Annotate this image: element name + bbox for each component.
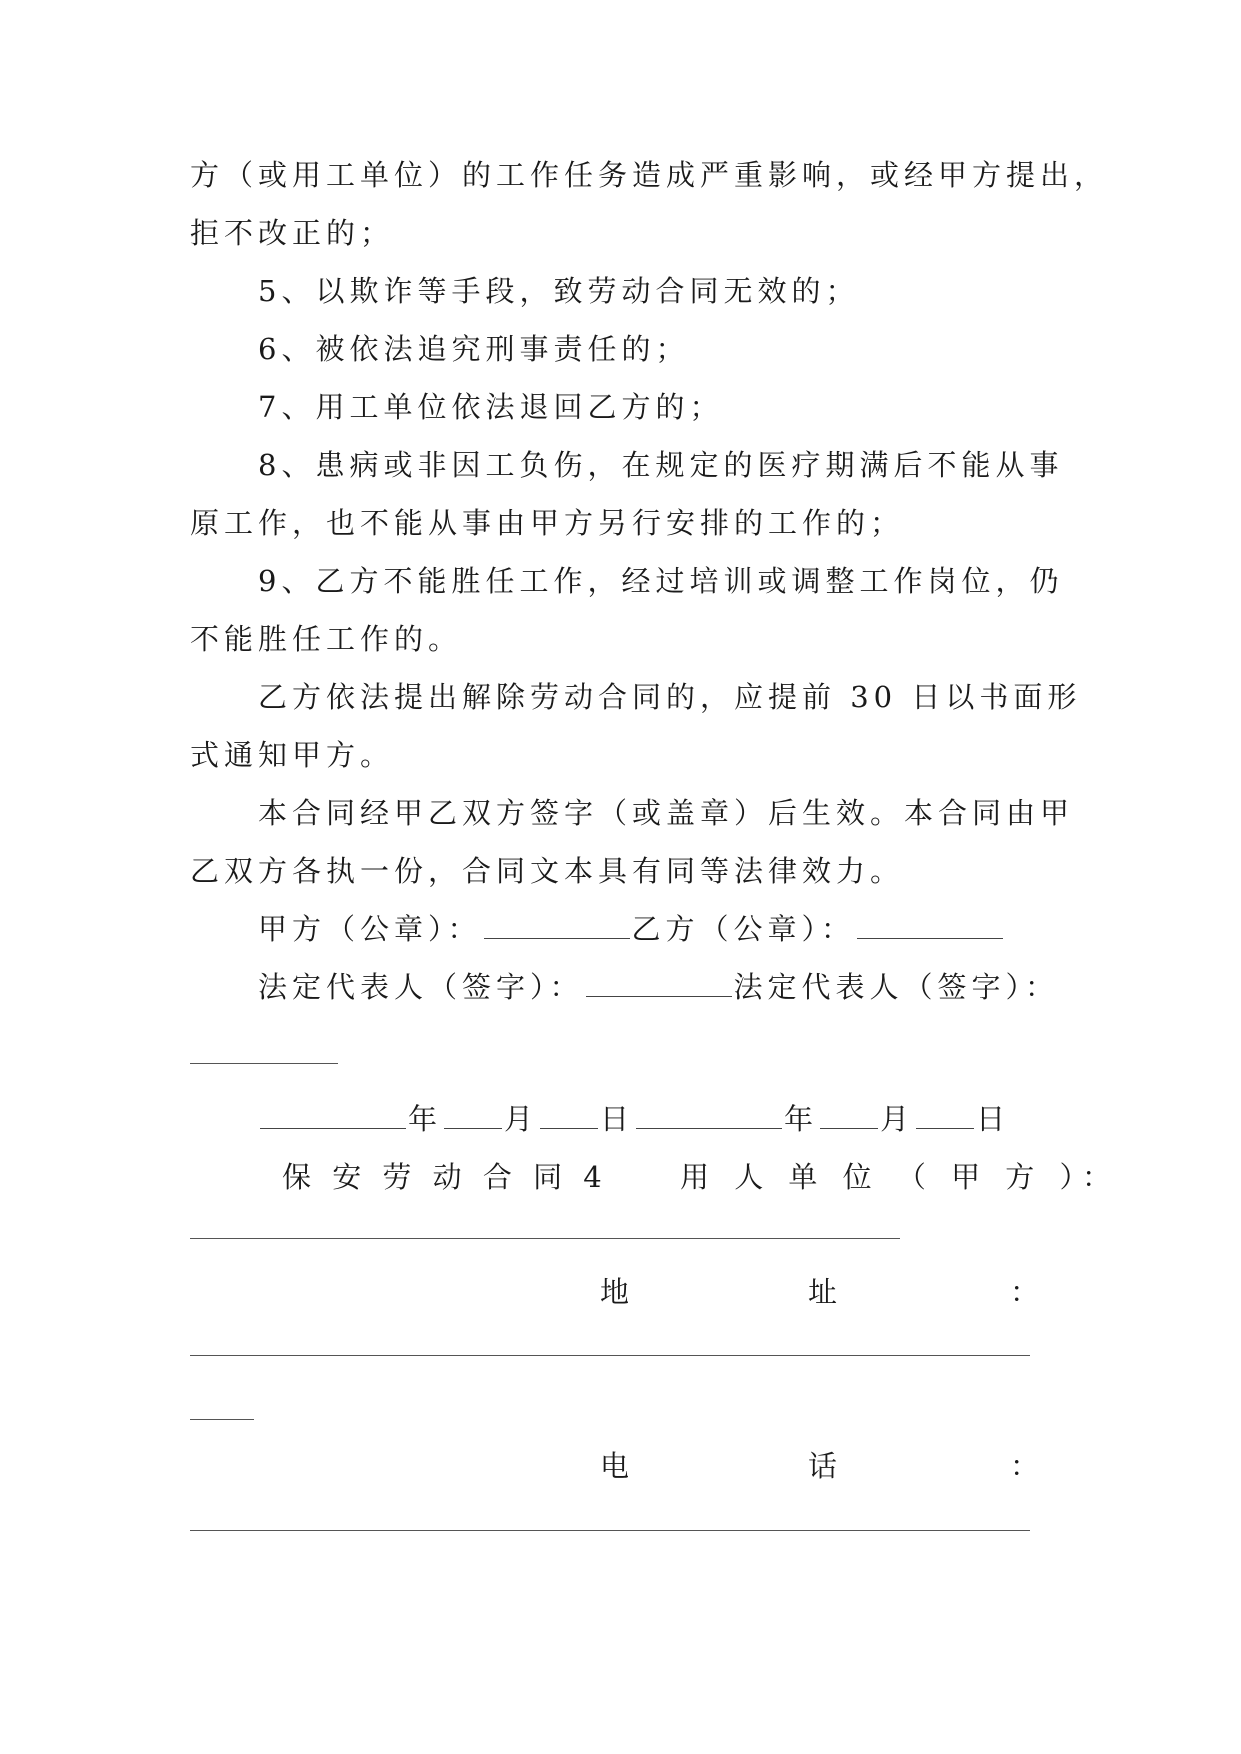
day-b-label: 日 [976,1102,1011,1136]
day-a-label: 日 [600,1102,635,1136]
paragraph-line: 6、被依法追究刑事责任的； [258,332,690,366]
day-a-blank [540,1102,598,1129]
year-a-blank [260,1102,406,1129]
address-blank [190,1355,1030,1356]
phone-char-1: 电 [600,1449,630,1483]
legal-rep-line [258,967,1060,1007]
legal-rep-a-label: 法定代表人（签字）： [258,970,584,1004]
paragraph-line: 7、用工单位依法退回乙方的； [258,390,724,424]
address-char-1: 地 [600,1275,630,1309]
day-b-blank [916,1102,974,1129]
phone-char-2: 话 [808,1449,838,1483]
year-a-label: 年 [408,1102,443,1136]
seal-line [258,909,1060,949]
paragraph-line: 乙方依法提出解除劳动合同的，应提前 30 日以书面形 [258,680,1082,714]
employer-label: 用 人 单 位 （ 甲 方 ）： [680,1160,1120,1194]
party-b-seal-label: 乙方（公章）： [631,912,856,946]
phone-colon: ： [1010,1449,1040,1483]
paragraph-line: 不能胜任工作的。 [190,622,463,656]
month-a-label: 月 [504,1102,539,1136]
month-b-blank [820,1102,878,1129]
legal-rep-a-blank [586,970,732,997]
month-b-label: 月 [880,1102,915,1136]
phone-blank [190,1530,1030,1531]
party-a-seal-blank [484,912,630,939]
month-a-blank [444,1102,502,1129]
paragraph-line: 式通知甲方。 [190,738,395,772]
legal-rep-b-label: 法定代表人（签字）： [733,970,1060,1004]
paragraph-line: 5、以欺诈等手段，致劳动合同无效的； [258,274,860,308]
address-colon: ： [1010,1275,1040,1309]
year-b-blank [636,1102,782,1129]
legal-rep-b-blank [190,1063,338,1064]
year-b-label: 年 [784,1102,819,1136]
paragraph-line: 原工作，也不能从事由甲方另行安排的工作的； [190,506,905,540]
paragraph-line: 乙双方各执一份，合同文本具有同等法律效力。 [190,854,905,888]
paragraph-line: 方（或用工单位）的工作任务造成严重影响，或经甲方提出， [190,158,1109,192]
contract-title: 保 安 劳 动 合 同 4 [282,1160,608,1194]
paragraph-line: 拒不改正的； [190,216,395,250]
address-blank-continued [190,1419,254,1420]
paragraph-line: 本合同经甲乙双方签字（或盖章）后生效。本合同由甲 [258,796,1075,830]
date-line [258,1099,1060,1139]
party-a-seal-label: 甲方（公章）： [258,912,482,946]
paragraph-line: 8、患病或非因工负伤，在规定的医疗期满后不能从事 [258,448,1064,482]
paragraph-line: 9、乙方不能胜任工作，经过培训或调整工作岗位，仍 [258,564,1064,598]
employer-blank [190,1238,900,1239]
address-char-2: 址 [808,1275,838,1309]
party-b-seal-blank [857,912,1003,939]
